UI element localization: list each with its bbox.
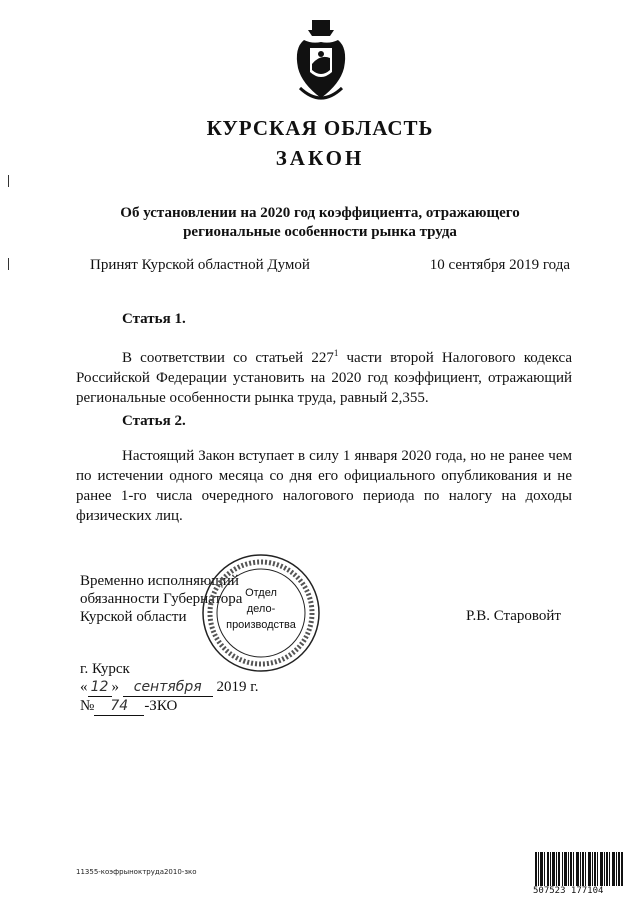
barcode-icon <box>535 852 623 890</box>
margin-mark <box>8 175 9 187</box>
adopted-date: 10 сентября 2019 года <box>429 257 570 273</box>
signing-date: « 12 » сентября 2019 г. <box>80 679 259 695</box>
signing-month: сентября <box>123 678 213 697</box>
article-1-heading: Статья 1. <box>122 311 186 327</box>
signatory-name: Р.В. Старовойт <box>466 608 561 624</box>
signatory-role-line-2: обязанности Губернатора <box>80 591 243 607</box>
law-number-value: 74 <box>94 697 144 716</box>
coat-of-arms-icon <box>290 18 352 104</box>
region-name: КУРСКАЯ ОБЛАСТЬ <box>206 116 434 140</box>
law-title-line-2: региональные особенности рынка труда <box>183 224 457 240</box>
barcode-number: 507523 177104 <box>533 886 604 896</box>
margin-mark <box>8 258 9 270</box>
article-1-text-end: части второй Налогового кодекса Российской Федерации установить на 2020 год коэффициент, отражающий региональные особенности рынка труда, равный 2,355. <box>76 350 572 406</box>
signatory-role-line-1: Временно исполняющий <box>80 573 239 589</box>
signatory-role-line-3: Курской области <box>80 609 187 625</box>
place-and-date <box>80 660 258 716</box>
law-title <box>100 204 540 242</box>
stamp-line-3: производства <box>226 619 296 631</box>
article-1-text-start: В соответствии со статьей 227 <box>122 350 334 366</box>
article-1-superscript: 1 <box>333 348 339 358</box>
document-type: ЗАКОН <box>275 146 365 170</box>
stamp-line-1: Отдел <box>245 587 277 599</box>
law-number <box>80 697 258 716</box>
article-2-heading: Статья 2. <box>122 413 186 429</box>
article-1-text <box>76 343 572 408</box>
law-title-line-1: Об установлении на 2020 год коэффициента, отражающего <box>120 205 520 221</box>
law-number-suffix: -ЗКО <box>144 698 178 714</box>
city-name: г. Курск <box>80 661 130 677</box>
stamp-line-2: дело- <box>246 603 276 615</box>
law-number-prefix: № <box>80 698 95 714</box>
article-2-text: Настоящий Закон вступает в силу 1 января 2020 года, но не ранее чем по истечении одного месяца со дня его официального опубликования и не ранее 1-го числа очередного налогового периода по налогу на доходы физических лиц. <box>76 448 572 524</box>
office-stamp <box>200 552 322 674</box>
adopted-by: Принят Курской областной Думой <box>90 257 310 273</box>
signing-day: 12 <box>88 678 112 697</box>
file-reference: 11355-коэфрынoктруда2010-зко <box>76 868 197 876</box>
signing-year: 2019 г. <box>216 679 259 695</box>
